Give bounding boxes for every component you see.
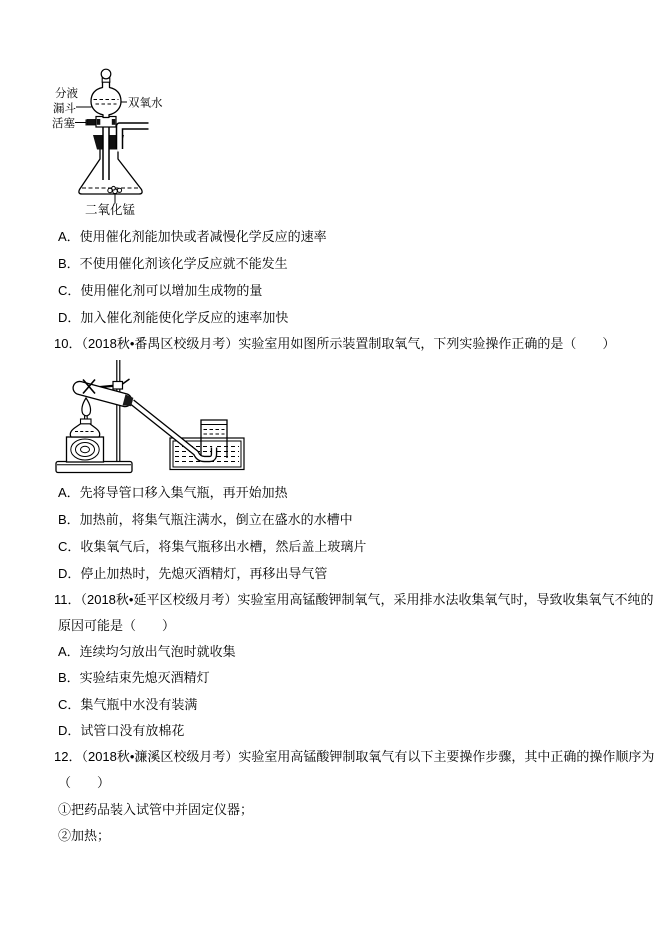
q12-stem-line1: 12．（2018秋•濂溪区校级月考）实验室用高锰酸钾制取氧气有以下主要操作步骤，其中正确的操作顺序为 [54,749,655,764]
q12-step-2: ②加热； [58,828,111,843]
q11-option-a: A．连续均匀放出气泡时就收集 [58,644,236,659]
sep-funnel-label-2: 漏斗 [53,103,76,115]
q10-option-a: A．先将导管口移入集气瓶，再开始加热 [58,485,288,500]
q9-option-b: B．不使用催化剂该化学反应就不能发生 [58,256,288,271]
q9-option-d: D．加入催化剂能使化学反应的速率加快 [58,310,289,325]
sep-funnel-label-1: 分液 [55,88,78,100]
q10-option-b: B．加热前，将集气瓶注满水，倒立在盛水的水槽中 [58,512,353,527]
manganese-dioxide-label: 二氧化锰 [85,203,136,217]
manganese-dioxide-solid [108,186,122,203]
stopcock-label: 活塞 [52,118,75,130]
q9-option-a: A．使用催化剂能加快或者减慢化学反应的速率 [58,229,327,244]
q11-option-c: C．集气瓶中水没有装满 [58,697,198,712]
erlenmeyer-flask [79,147,142,194]
gas-outlet-tube [120,126,151,152]
alcohol-lamp [70,398,99,437]
q10-stem: 10．（2018秋•番禺区校级月考）实验室用如图所示装置制取氧气，下列实验操作正确的是（ ） [54,336,616,351]
q12-stem-line2: （ ） [58,775,111,790]
q11-option-b: B．实验结束先熄灭酒精灯 [58,670,210,685]
flame-icon [82,398,91,416]
q12-step-1: ①把药品装入试管中并固定仪器； [58,802,254,817]
q9-option-c: C．使用催化剂可以增加生成物的量 [58,283,263,298]
stopcock-valve [87,117,116,128]
q10-apparatus-diagram [50,358,250,480]
wood-block [67,437,104,462]
hydrogen-peroxide-label: 双氧水 [128,97,163,110]
q11-option-d: D．试管口没有放棉花 [58,723,185,738]
q11-stem-line2: 原因可能是（ ） [58,618,176,633]
q11-stem-line1: 11．（2018秋•延平区校级月考）实验室用高锰酸钾制氧气，采用排水法收集氧气时，导致收集氧气不纯的 [54,592,654,607]
q9-apparatus-diagram [52,63,217,218]
q10-option-c: C．收集氧气后，将集气瓶移出水槽，然后盖上玻璃片 [58,539,367,554]
test-tube [72,380,134,408]
separating-funnel [91,69,121,117]
q10-option-d: D．停止加热时，先熄灭酒精灯，再移出导气管 [58,566,328,581]
